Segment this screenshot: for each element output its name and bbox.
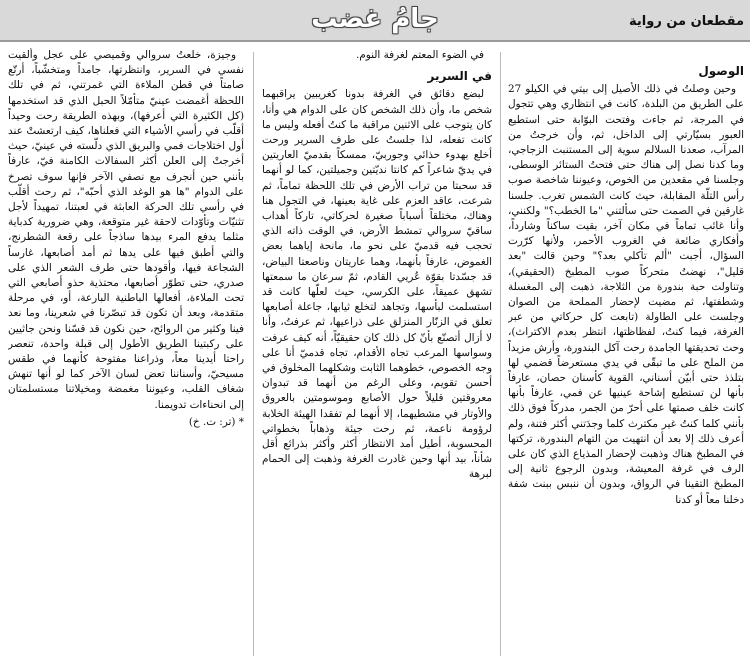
paragraph-continuation: في الضوء المعتم لغرفة النوم. [355,49,484,61]
paragraph-arrival: وحين وصلتُ في ذلك الأصيل إلى بيتي في الكيلو 27 على الطريق من البلدة، كانت في انتظاري وهي تتجول في المرجة، ثم جاءت وفتحت البوّابة حتى استطيع العبور بسيّارتي إلى الداخل، ثم، وأن خرجتُ من المرآب، صعدنا السلالم سوية إلى المستنبت الزجاجي، وما كدنا نصل إلى هناك حتى فتحتُ الستائر الوسطى، وجلسنا في مقعدين من الخوص، وعيوننا شاخصة صوب رأس التلّة المقابلة، حيث كانت الشمس تغرب. جلسنا غارقين في الصمت حتى سألتني "ما الخطب؟" ولكنني، وأنا غائب تماماً في مكان آخر، بقيت ساكناً وشارداً، وأفكاري ضائعة في الغروب الأحمر، ولأنها كرّرت السؤال، أجبت "ألم تأكلي بعد؟" وحين قالت "بعد قليل"، نهضتُ متحركاً صوب المطبخ (الحقيقي)، وتناولت حبة بندورة من الثلاجة، ذهبت إلى المغسلة وشطفتها، ثم مضيت لإحضار المملحة من الصوان وجلست على الطاولة (تابعت كل حركاتي من عبر الغرفة، فيما كنتُ، لفظاظتها، انتظر بعدم الاكتراث)، وحت تحديقتها الجامدة رحت آكل البندورة، وأرش مزيداً من الملح على ما تبقّى في يدي مستعرضاً قضمي لها بتلذذ حتى أبيّن أسناني، القوية كأسنان حصان، عارفاً بأنها لن تستطيع إشاحة عينيها عن فمي، عارفاً بأنها كانت خلف صمتها على أحرّ من الجمر، مدركاً فوق ذلك بأنني كلما كنتُ غير مكترث كلما وجدَتني أكثر فتنة، ولم أعرف ذلك إلا بعد أن انتهيت من التهام البندورة، تركتها في المطبخ هناك وذهبت لإحضار المذياع الذي كان على الرف في غرفة المعيشة، وبدون الرجوع ثانية إلى المطبخ التقينا في الرواق، وبدون أن ننبس ببنت شفة دخلنا معاً أو كدنا [508,83,744,506]
column-divider [253,52,254,656]
article-column-2 [262,48,492,660]
paragraph-in-bed-continued: وجيزة، خلعتُ سروالي وقميصي على عجل وألقيت نفسي في السرير، وانتظرتها، جامداً ومتخشّباً، أرتّع صامتاً في قطن الملاءة التي غمرتني، ثم في تلك اللحظة أغمضت عينيّ متأمّلاً الحبل الذي قد استخدمها (كل الكثيرة التي أعرفها)، وبهذه الطريقة رحت وحيداً أقلّب في رأسي الأشياء التي فعلناها، كيف ارتعشتْ عند أول اختلاجات فمي والبريق الذي دلّسته في عينيّ، حيث أخرجتْ إلى العلن أكثر السفالات الكامنة فيّ، عارفاً بأنني حين أنجرف مع نصفي الآخر فإنها سوف تصرخ على الدوام "ها هو الوغد الذي أحبّه"، ثم رحت أقلّب في رأسي تلك الحركة العابثة في لعبتنا، تمهيداً لأجل تثنيّات وتأوّدات لاحقة غير متوقعة، وهي ضرورية كدباية مثلما يدفع المرء بيدها ساذجاً على رقعة الشطرنج، والتي أطبق فيها على يدها ثم أمد أصابعها، غارساً الشجاعة فيها، وأقودها حتى طرف الشعر الذي على صدري، حتى تطوّر أصابعها، محتذية حذو أصابعي التي تحت الملاءة، أفعالها الباطنية البارعة، أو، في مرحلة متقدمة، وبعد أن تكون قد تبصّرنا في شعرينا، وما نعد فينا وكثير من الروائح، حين نكون قد قسّنا ونحن جاثيين على ركبتينا الطريق الأطول إلى قبلة واحدة، تنعصر راحتا أيدينا معاً، وذراعنا مفتوحة كأنهما في طقس مسيحيّ، وأسناننا تعض لسان الآخر كما لو أنها تنهش شغاف القلب، وعيوننا مغمضة ومخيلاتنا مستسلمتان إلى انحناءات تدويمنا. [8,49,244,411]
subheading-in-bed: في السرير [427,69,492,84]
header-bar [0,0,750,42]
paragraph-in-bed: لبضع دقائق في الغرفة بدونا كغريبين يراقبهما شخص ما، وأن ذلك الشخص كان على الدوام هي وأنا، كان يتوجب على الاثنين مراقبة ما كنتُ أفعله وليس ما كانت تفعله، لذا جلستُ على طرف السرير ورحت أخلع بهدوء حذائي وجوربيّ، ممسكاً بقدميّ العاريتين في يديّ شاعراً كم كانتا نديّتين وجميلتين، كما لو أنهما قد سحبتا من تراب الأرض في تلك اللحظة تماماً، ثم شرعت، عاقد العزم على غاية بعينها، في التجول هنا وهناك، مختلقاً أسباباً صغيرة لحركاتي، تاركاً أهداب ساقيّ سروالي تمشط الأرض، في الوقت ذاته الذي تحجب فيه قدميّ على نحو ما، مانحة إياهما بعض الغموض، عارفاً بأنهما، وهما عاريتان وناصعتا البياض، قد جسّدتا بقوّة عُريي القادم، ثمّ سرعان ما سمعتها تشهق عميقاً، على الكرسي، حيث لعلّها كانت قد استسلمت لبأسها، وتجاهد لتخلع ثيابها، جاعلة أصابعها تعلق في الزنّار المنزلق على ذراعيها، ثم عرفتُ، وأنا لا أزال أتصنّع بأنّ كل ذلك كان حقيقيّاً، أنه كيف عرفت وسواسها المرعب تجاه الأقدام، تجاه قدميّ أنا على وجه الخصوص، خطوهما الثابت وشكلهما المخلوق في أحسن تقويم، وعلى الرغم من أنهما قد تبدوان معروقتين قليلاً حول الأصابع وموسومتين بالعروق والأوتار في مشطيهما، إلا أنهما لم تفقدا الهيئة الخلابة لرؤومة ناعمة، ثم رحت جيئة وذهاباً بخطواتي المحسوبة، أطيل أمد الانتظار أكثر وأكثر بذرائع أقل شأناً، بيد أنها وحين غادرت الغرفة وذهبت إلى الحمام لبرهة [262,88,492,481]
article-column-1 [508,48,744,660]
article-column-3 [8,48,244,660]
translator-note: * (تر: ت. خ) [188,415,244,428]
section-label: مقطعان من رواية [629,14,744,29]
subheading-arrival: الوصول [698,64,744,78]
column-divider [500,52,501,656]
story-title: جامُ غضب [311,4,439,34]
